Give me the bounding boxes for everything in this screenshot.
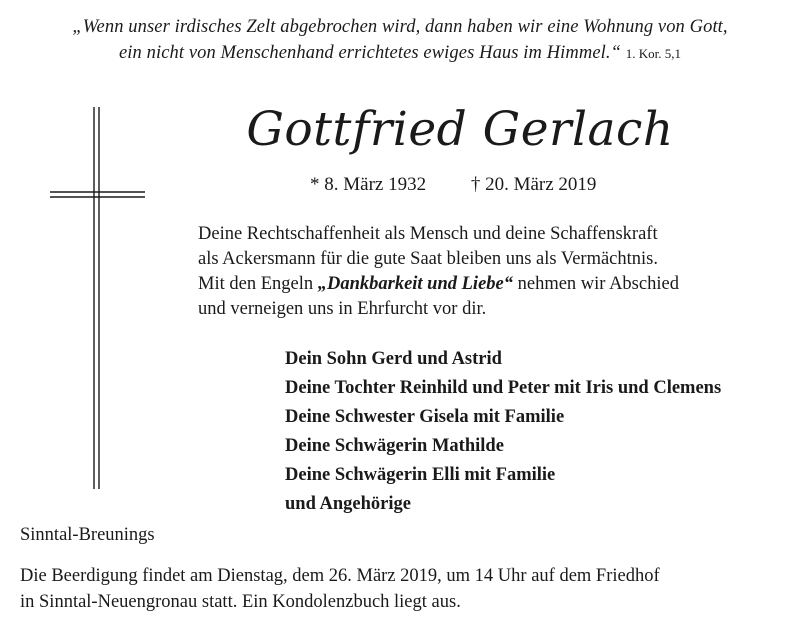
mourner-entry: Deine Schwägerin Elli mit Familie — [285, 465, 556, 485]
mourner-entry: Dein Sohn Gerd und Astrid — [285, 349, 502, 369]
deceased-name: Gottfried Gerlach — [246, 102, 674, 157]
bible-quote — [20, 14, 780, 67]
mourner-entry: Deine Schwägerin Mathilde — [285, 436, 504, 456]
message-line-4: und verneigen uns in Ehrfurcht vor dir. — [198, 299, 487, 319]
mourners-list — [285, 345, 785, 519]
mourner-entry: und Angehörige — [285, 494, 411, 514]
birth-date: * 8. März 1932 — [310, 174, 427, 195]
message-line-3-prefix: Mit den Engeln — [198, 274, 318, 294]
message-line-1: Deine Rechtschaffenheit als Mensch und deine Schaffenskraft — [198, 224, 658, 244]
farewell-message — [198, 222, 778, 322]
message-emphasis: „Dankbarkeit und Liebe“ — [317, 274, 513, 294]
message-line-3-suffix: nehmen wir Abschied — [513, 274, 679, 294]
mourner-entry: Deine Tochter Reinhild und Peter mit Iris und Clemens — [285, 378, 722, 398]
cross-icon — [50, 107, 145, 489]
message-line-3 — [198, 272, 778, 297]
funeral-line-2: in Sinntal-Neuengronau statt. Ein Kondolenzbuch liegt aus. — [20, 592, 461, 612]
place-name: Sinntal-Breunings — [20, 525, 155, 545]
quote-line-1: „Wenn unser irdisches Zelt abgebrochen wird, dann haben wir eine Wohnung von Gott, — [72, 17, 728, 37]
quote-reference: 1. Kor. 5,1 — [625, 46, 681, 61]
funeral-info — [20, 563, 790, 615]
life-dates — [310, 172, 596, 198]
quote-line-2: ein nicht von Menschenhand errichtetes ewiges Haus im Himmel.“ — [119, 43, 622, 63]
message-line-2: als Ackersmann für die gute Saat bleiben uns als Vermächtnis. — [198, 249, 658, 269]
mourner-entry: Deine Schwester Gisela mit Familie — [285, 407, 565, 427]
funeral-line-1: Die Beerdigung findet am Dienstag, dem 26. März 2019, um 14 Uhr auf dem Friedhof — [20, 566, 660, 586]
death-date: † 20. März 2019 — [470, 174, 597, 195]
